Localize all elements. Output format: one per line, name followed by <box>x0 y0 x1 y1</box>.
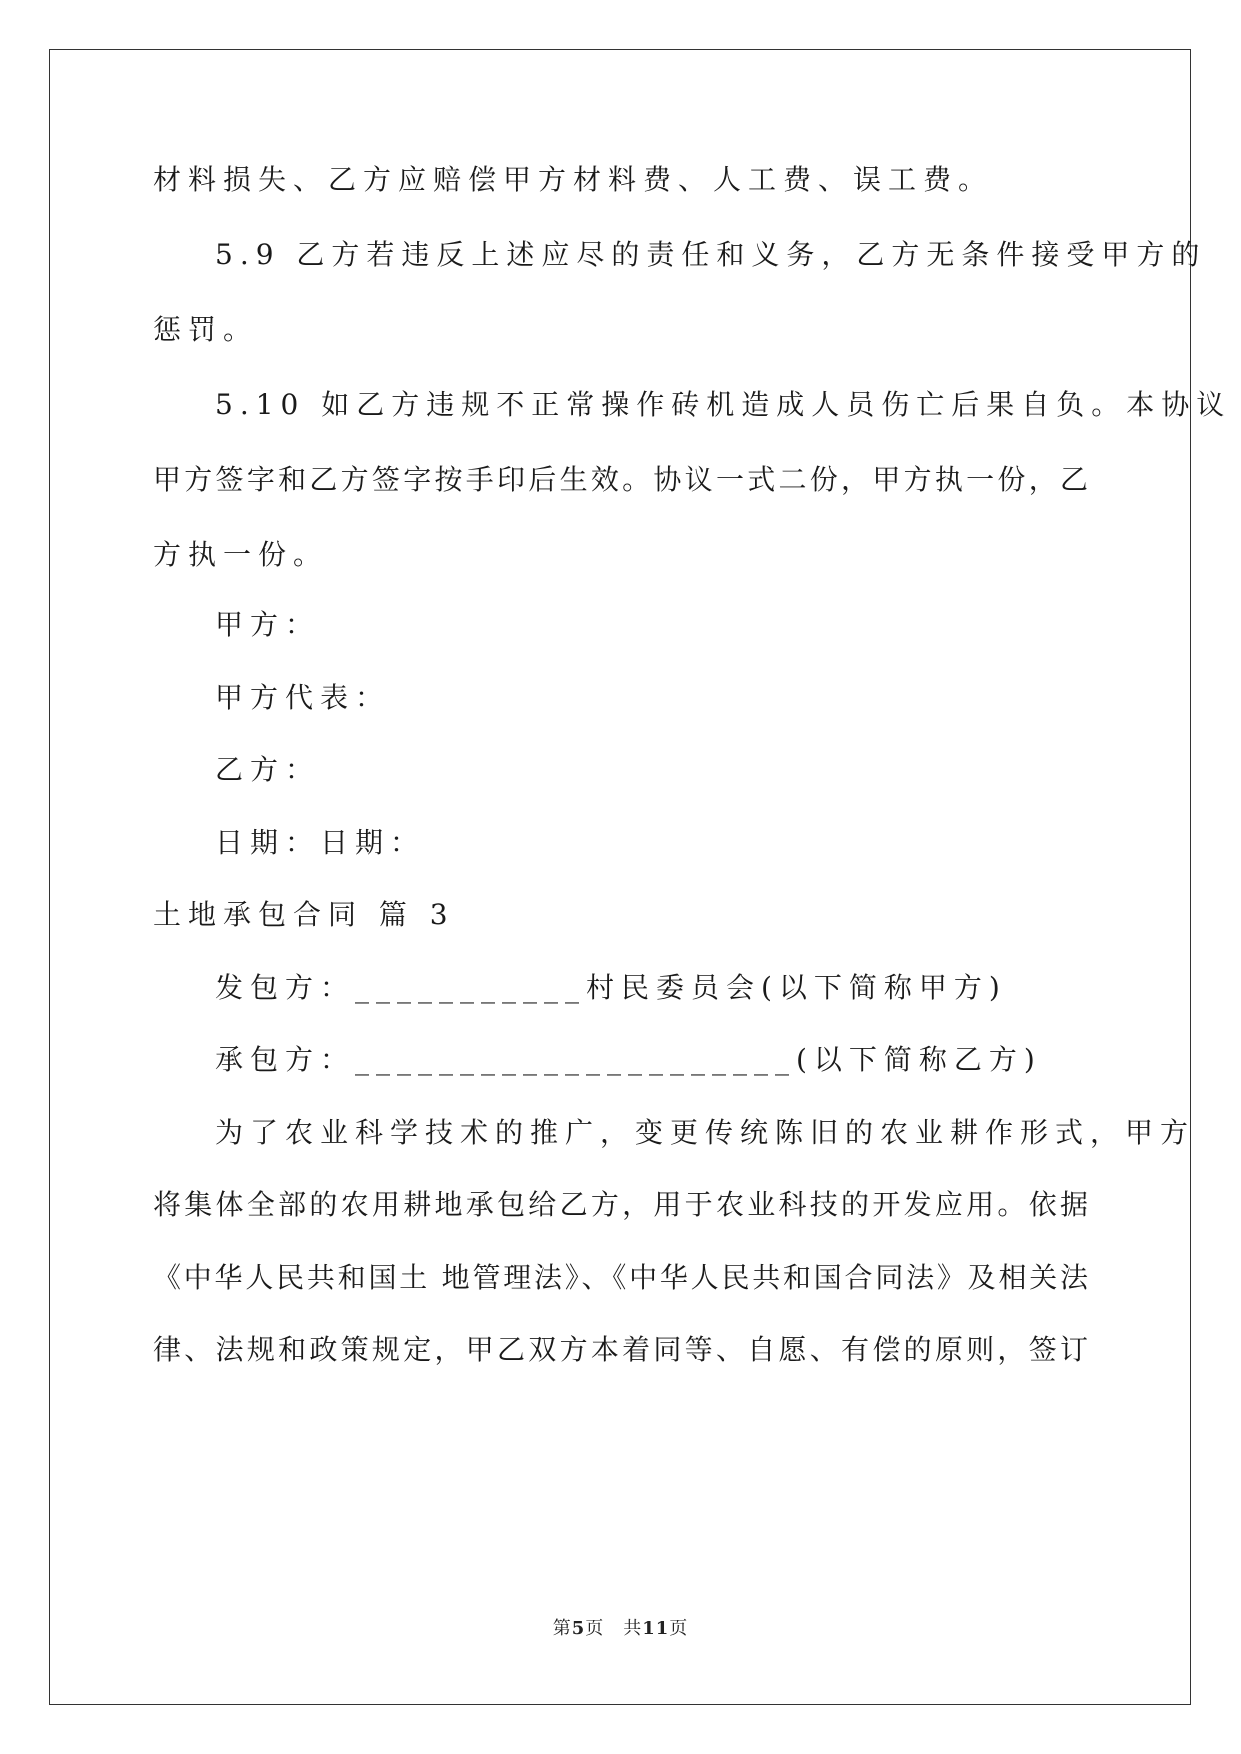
paragraph-line: 甲方签字和乙方签字按手印后生效。协议一式二份，甲方执一份，乙 <box>153 463 1088 496</box>
footer-suffix: 页 <box>669 1618 689 1639</box>
paragraph-line: 5.9 乙方若违反上述应尽的责任和义务，乙方无条件接受甲方的 <box>215 238 1207 271</box>
paragraph-line: 惩罚。 <box>153 313 259 346</box>
current-page-number: 5 <box>571 1618 586 1639</box>
page-border <box>49 49 1191 1705</box>
signature-dates: 日期：日期： <box>215 826 426 859</box>
contract-party-contractor: 承包方：_____________________(以下简称乙方) <box>215 1043 1042 1076</box>
paragraph-line: 将集体全部的农用耕地承包给乙方，用于农业科技的开发应用。依据 <box>153 1188 1088 1221</box>
paragraph-line: 材料损失、乙方应赔偿甲方材料费、人工费、误工费。 <box>153 163 994 196</box>
footer-prefix: 第 <box>552 1618 572 1639</box>
paragraph-line: 《中华人民共和国土 地管理法》、《中华人民共和国合同法》及相关法 <box>153 1261 1088 1294</box>
signature-party-b: 乙方： <box>215 753 321 786</box>
total-page-number: 11 <box>642 1618 670 1639</box>
section-heading: 土地承包合同 篇 3 <box>153 898 455 931</box>
contract-party-employer: 发包方：___________村民委员会(以下简称甲方) <box>215 971 1007 1004</box>
paragraph-line: 为了农业科学技术的推广，变更传统陈旧的农业耕作形式，甲方 <box>215 1116 1196 1149</box>
page-footer <box>0 1614 1241 1640</box>
footer-mid: 页 共 <box>585 1618 643 1639</box>
signature-party-a-rep: 甲方代表： <box>215 681 391 714</box>
paragraph-line: 方执一份。 <box>153 538 329 571</box>
paragraph-line: 5.10 如乙方违规不正常操作砖机造成人员伤亡后果自负。本协议 <box>215 388 1232 421</box>
paragraph-line: 律、法规和政策规定，甲乙双方本着同等、自愿、有偿的原则，签订 <box>153 1333 1088 1366</box>
signature-party-a: 甲方： <box>215 608 321 641</box>
